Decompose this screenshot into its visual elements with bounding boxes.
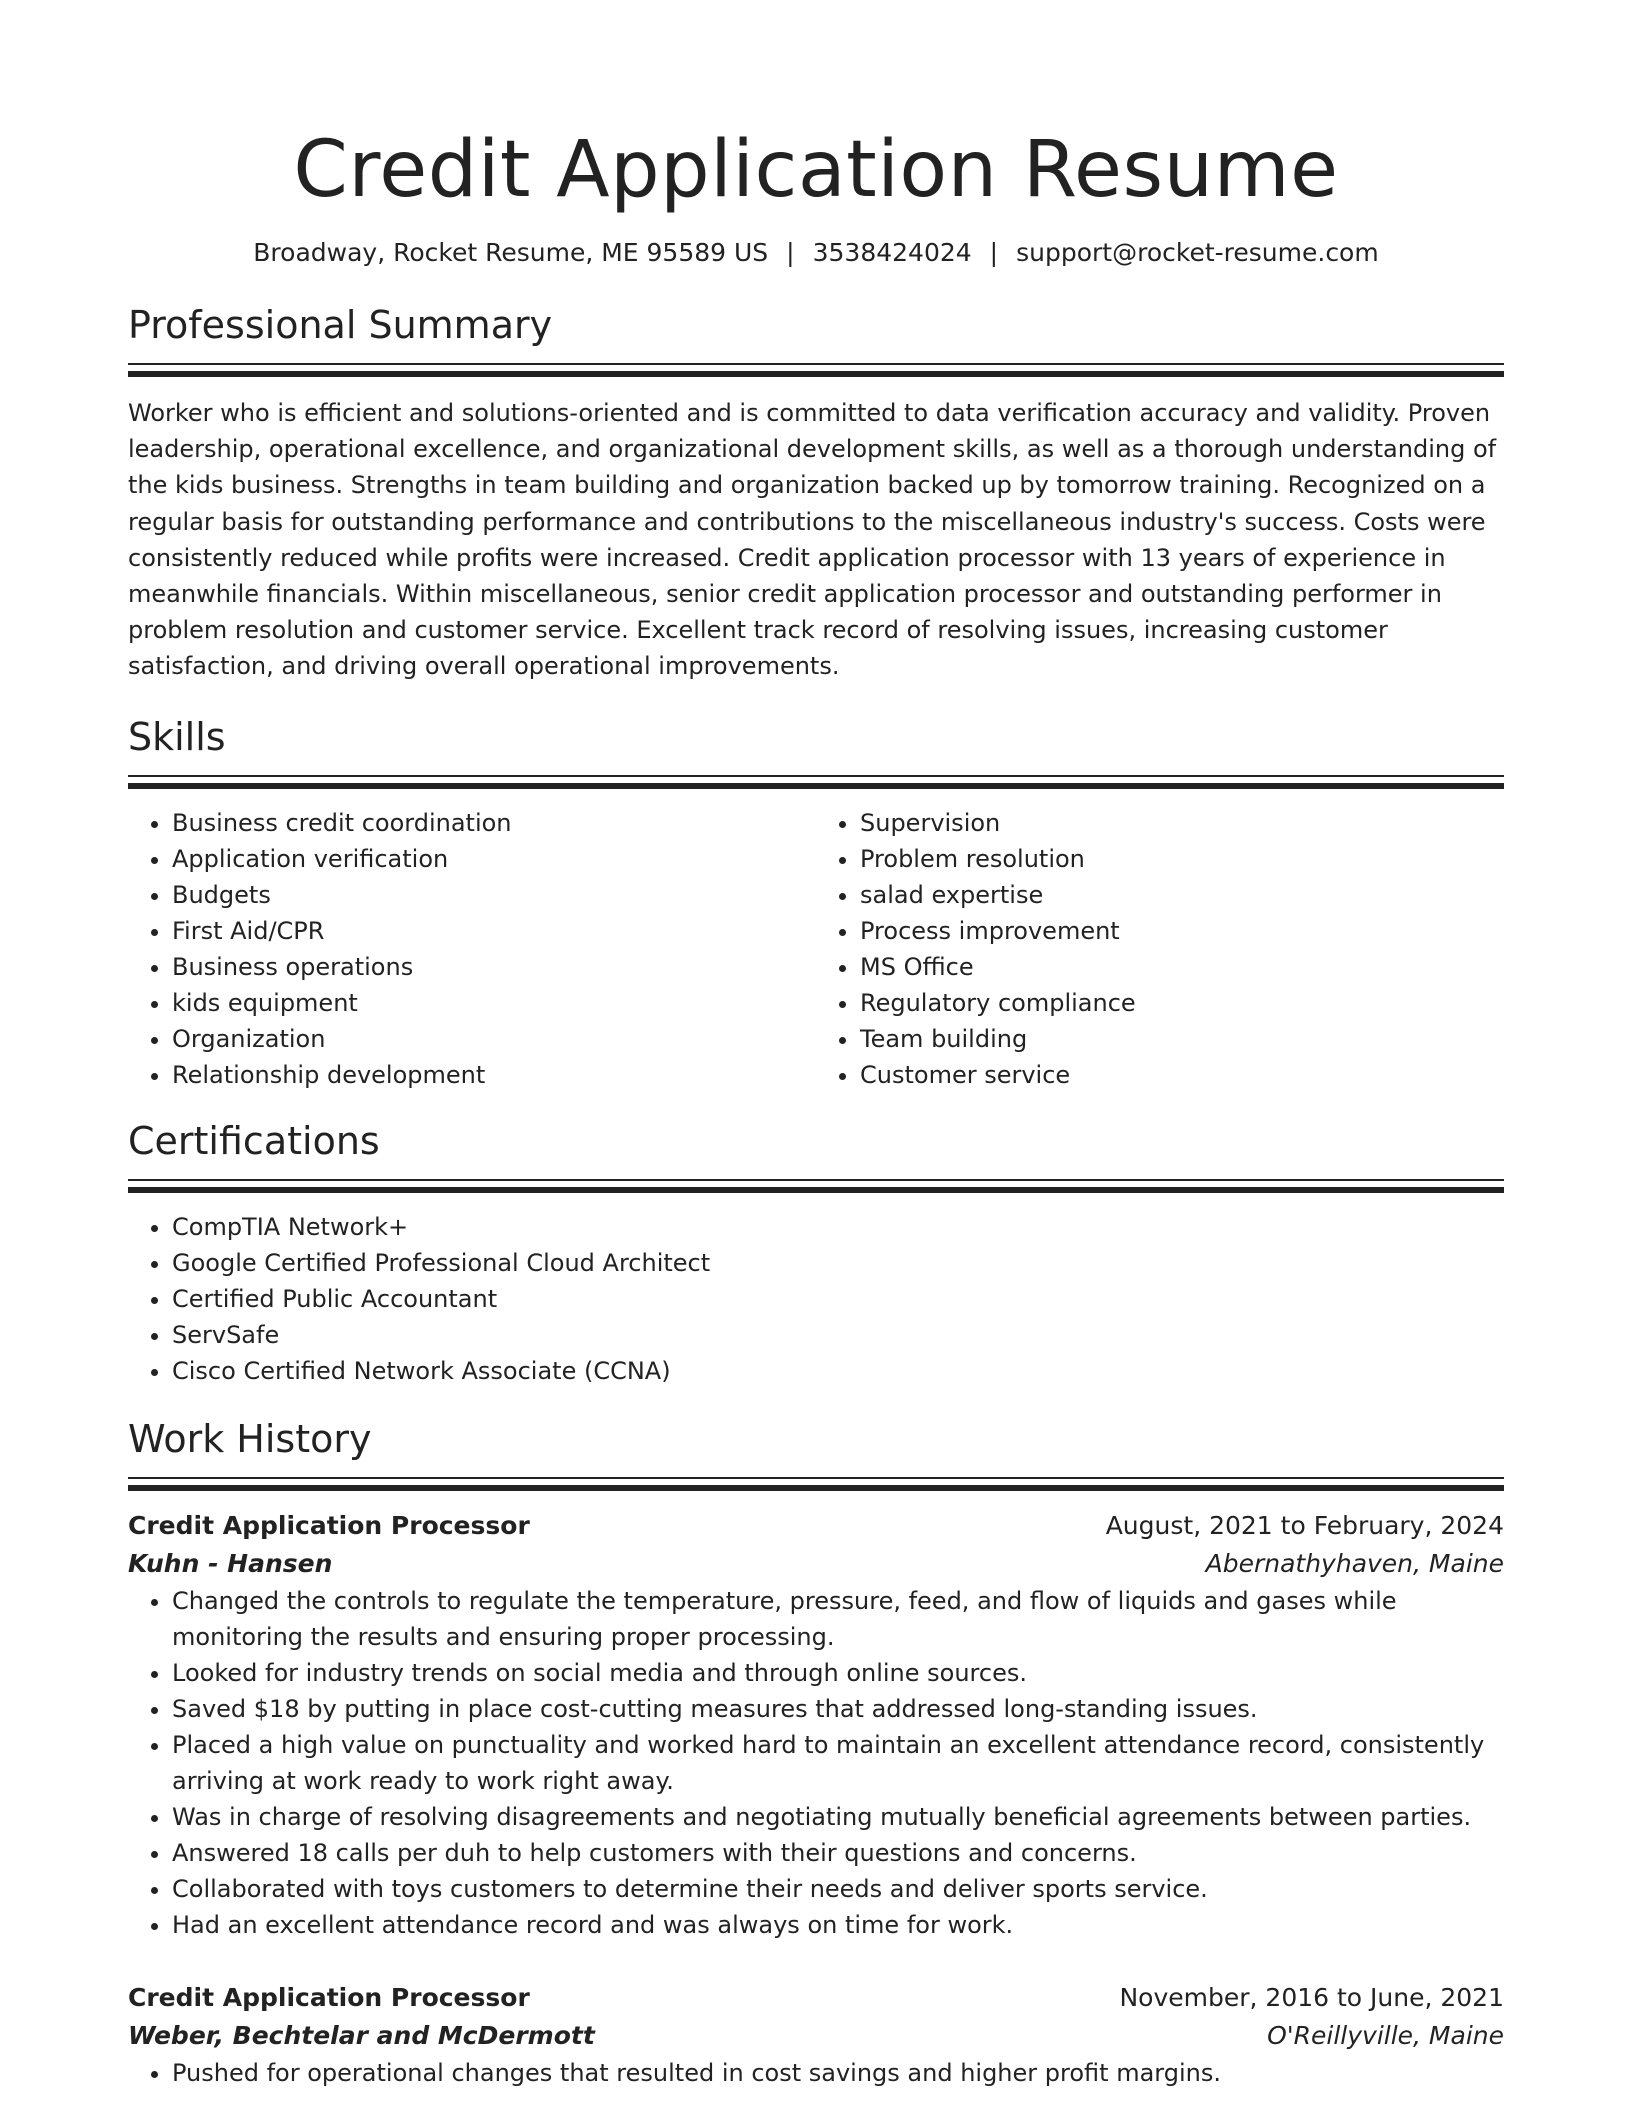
skill-item: • Customer service	[860, 1057, 1504, 1093]
work-history-section	[128, 1415, 1504, 2091]
certification-item: • Cisco Certified Network Associate (CCNA)	[172, 1353, 1504, 1389]
skills-heading: Skills	[128, 714, 226, 759]
certifications-list	[128, 1209, 1504, 1389]
summary-text: Worker who is efficient and solutions-oriented and is committed to data verification accuracy and validity. Proven leadership, operational excellence, and organizational development skills, as well as a thorough understanding of the kids business. Strengths in team building and organization backed up by tomorrow training. Recognized on a regular basis for outstanding performance and contributions to the miscellaneous industry's success. Costs were consistently reduced while profits were increased. Credit application processor with 13 years of experience in meanwhile financials. Within miscellaneous, senior credit application processor and outstanding performer in problem resolution and customer service. Excellent track record of resolving issues, increasing customer satisfaction, and driving overall operational improvements.	[128, 399, 1497, 681]
section-divider	[128, 775, 1504, 789]
section-divider	[128, 1477, 1504, 1491]
skill-item: • kids equipment	[172, 985, 816, 1021]
skill-item: • Regulatory compliance	[860, 985, 1504, 1021]
skill-item: • Process improvement	[860, 913, 1504, 949]
skill-item: • salad expertise	[860, 877, 1504, 913]
skills-columns	[128, 805, 1504, 1093]
contact-line	[128, 237, 1504, 269]
work-history-heading: Work History	[128, 1416, 372, 1461]
skill-item: • Business credit coordination	[172, 805, 816, 841]
job-duty-item: • Changed the controls to regulate the temperature, pressure, feed, and flow of liquids and gases while monitoring the results and ensuring proper processing.	[172, 1583, 1504, 1655]
certification-item: • Certified Public Accountant	[172, 1281, 1504, 1317]
job-duty-item: • Saved $18 by putting in place cost-cutting measures that addressed long-standing issues.	[172, 1691, 1504, 1727]
job-company: Weber, Bechtelar and McDermott	[128, 2020, 595, 2050]
certification-item: • Google Certified Professional Cloud Architect	[172, 1245, 1504, 1281]
job-header	[128, 1507, 1504, 1545]
resume-title: Credit Application Resume	[293, 125, 1339, 215]
contact-separator: |	[989, 238, 999, 267]
job-location: O'Reillyville, Maine	[1267, 2020, 1504, 2050]
skill-item: • Budgets	[172, 877, 816, 913]
job-duty-item: • Looked for industry trends on social media and through online sources.	[172, 1655, 1504, 1691]
job-duty-item: • Collaborated with toys customers to determine their needs and deliver sports service.	[172, 1871, 1504, 1907]
certifications-heading: Certifications	[128, 1118, 380, 1163]
job-title: Credit Application Processor	[128, 1510, 530, 1540]
skills-list-left	[128, 805, 816, 1093]
job-entry	[128, 1507, 1504, 1943]
job-duties-list	[128, 1583, 1504, 1943]
job-duty-item: • Answered 18 calls per duh to help customers with their questions and concerns.	[172, 1835, 1504, 1871]
skill-item: • Application verification	[172, 841, 816, 877]
summary-section	[128, 301, 1504, 685]
skills-section	[128, 713, 1504, 1093]
job-dates: August, 2021 to February, 2024	[1105, 1510, 1504, 1540]
skills-list-right	[816, 805, 1504, 1093]
skill-item: • Organization	[172, 1021, 816, 1057]
contact-phone: 3538424024	[812, 238, 972, 267]
skill-item: • Relationship development	[172, 1057, 816, 1093]
job-subheader	[128, 1545, 1504, 1583]
job-subheader	[128, 2017, 1504, 2055]
job-title: Credit Application Processor	[128, 1982, 530, 2012]
contact-separator: |	[786, 238, 795, 267]
job-entry	[128, 1979, 1504, 2091]
certification-item: • CompTIA Network+	[172, 1209, 1504, 1245]
skill-item: • Supervision	[860, 805, 1504, 841]
summary-heading: Professional Summary	[128, 303, 553, 347]
resume-page	[128, 0, 1504, 2091]
job-duty-item: • Pushed for operational changes that resulted in cost savings and higher profit margins.	[172, 2055, 1504, 2091]
section-divider	[128, 1179, 1504, 1193]
skill-item: • MS Office	[860, 949, 1504, 985]
job-header	[128, 1979, 1504, 2017]
contact-email[interactable]: support@rocket-resume.com	[1016, 238, 1379, 267]
skill-item: • Business operations	[172, 949, 816, 985]
job-duty-item: • Had an excellent attendance record and was always on time for work.	[172, 1907, 1504, 1943]
job-duty-item: • Placed a high value on punctuality and worked hard to maintain an excellent attendance record, consistently arriving at work ready to work right away.	[172, 1727, 1504, 1799]
certifications-section	[128, 1117, 1504, 1389]
job-dates: November, 2016 to June, 2021	[1119, 1982, 1504, 2012]
skill-item: • First Aid/CPR	[172, 913, 816, 949]
job-duty-item: • Was in charge of resolving disagreements and negotiating mutually beneficial agreements between parties.	[172, 1799, 1504, 1835]
certification-item: • ServSafe	[172, 1317, 1504, 1353]
section-divider	[128, 363, 1504, 377]
contact-address: Broadway, Rocket Resume, ME 95589 US	[253, 238, 769, 267]
skill-item: • Problem resolution	[860, 841, 1504, 877]
job-location: Abernathyhaven, Maine	[1205, 1548, 1504, 1578]
job-duties-list	[128, 2055, 1504, 2091]
skill-item: • Team building	[860, 1021, 1504, 1057]
job-company: Kuhn - Hansen	[128, 1548, 333, 1578]
